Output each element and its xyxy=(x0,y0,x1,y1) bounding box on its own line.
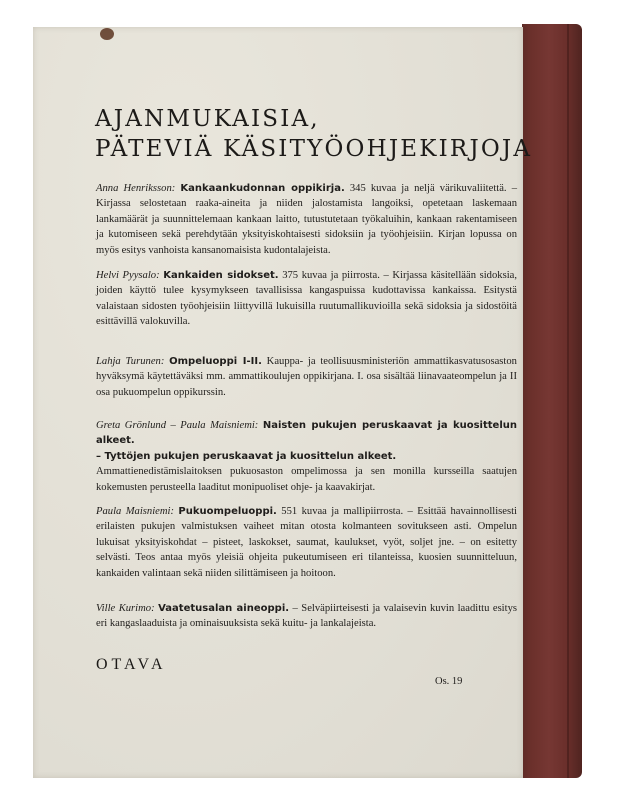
entry-book-title-2: – Tyttöjen pukujen peruskaavat ja kuosittelun alkeet. xyxy=(96,450,397,462)
entry-author: Paula Maisniemi: xyxy=(96,506,174,517)
cover-heading xyxy=(95,104,532,164)
entry-author: Lahja Turunen: xyxy=(96,356,165,367)
book-entry xyxy=(96,504,517,581)
book-entry xyxy=(96,418,517,495)
entry-description: – Selväpiirteisesti ja valaisevin kuvin laadittu esitys eri kangaslaaduista ja ominaisuuksista sekä kuitu- ja lankalajeista. xyxy=(96,603,517,630)
entry-author: Anna Henriksson: xyxy=(96,183,176,194)
entry-book-title: Ompeluoppi I-II. xyxy=(169,356,262,367)
entry-description: Kauppa- ja teollisuusministeriön ammattikasvatusosaston hyväksymä käytettäväksi mm. ammattikoulujen oppikirjana. I. osa sisältää liinavaateompelun ja II osa pukuompelun oppikurssin. xyxy=(96,356,517,398)
entry-description: Ammattienedistämislaitoksen pukuosaston ompelimossa ja sen monilla kursseilla saatujen kokemusten perusteella laaditut monipuoliset ohje- ja kaavakirjat. xyxy=(96,466,517,493)
entry-book-title: Kankaiden sidokset. xyxy=(163,270,279,281)
entry-author: Helvi Pyysalo: xyxy=(96,270,160,281)
heading-line-1: AJANMUKAISIA, xyxy=(95,106,320,132)
entry-author: Greta Grönlund – Paula Maisniemi: xyxy=(96,420,259,431)
book-entry xyxy=(96,268,517,330)
entry-book-title: Pukuompeluoppi. xyxy=(178,506,277,517)
paper-stain xyxy=(100,28,114,40)
entry-book-title: Vaatetusalan aineoppi. xyxy=(158,603,290,614)
entry-book-title: Naisten pukujen peruskaavat ja kuosittelun alkeet. xyxy=(96,420,517,447)
entry-book-title: Kankaankudonnan oppikirja. xyxy=(180,183,345,194)
publisher-name: OTAVA xyxy=(96,656,167,673)
book-entry xyxy=(96,354,517,400)
entry-description: 345 kuvaa ja neljä värikuvaliitettä. – Kirjassa selostetaan raaka-aineita ja niiden jalostamista langoiksi, opetetaan laskemaan lankamäärät ja suunnittelemaan kankaan laitto, tutustutetaan työkaluihin, kankaan rakentamiseen ja kutomiseen sekä perehdytään yksityiskohtaisesti sidoksiin ja työohjeisiin. Kirjan lopussa on myös esitys vanhoista kansanomaisista kudontalajeista. xyxy=(96,183,517,256)
heading-line-2: PÄTEVIÄ KÄSITYÖOHJEKIRJOJA xyxy=(95,136,533,162)
book-entry xyxy=(96,181,517,258)
entry-description: 375 kuvaa ja piirrosta. – Kirjassa käsitellään sidoksia, joiden käyttö tulee kysymykseen tavallisissa kangaspuissa kudottavissa kankaissa. Esitystä valaistaan sidosten työohjeisiin liittyvillä lukuisilla ruutumallikuvioilla sekä sidoksia ja sidostöitä esittävillä valokuvilla. xyxy=(96,270,517,328)
entry-description: 551 kuvaa ja mallipiirrosta. – Esittää havainnollisesti erilaisten pukujen valmistuksen vaiheet mitan otosta kolmanteen sovitukseen asti. Ompelun lukuisat yksityiskohdat – pisteet, laskokset, saumat, kaulukset, vyöt, soljet jne. – on esitetty selvästi. Teos antaa myös yleisiä ohjeita pukeutumiseen eri tilanteissa, kuosien suunnitteluun, kankaiden valintaan sekä niiden silittämiseen ja hoitoon. xyxy=(96,506,517,579)
book-entry xyxy=(96,601,517,632)
catalog-code: Os. 19 xyxy=(435,676,463,687)
entry-author: Ville Kurimo: xyxy=(96,603,155,614)
